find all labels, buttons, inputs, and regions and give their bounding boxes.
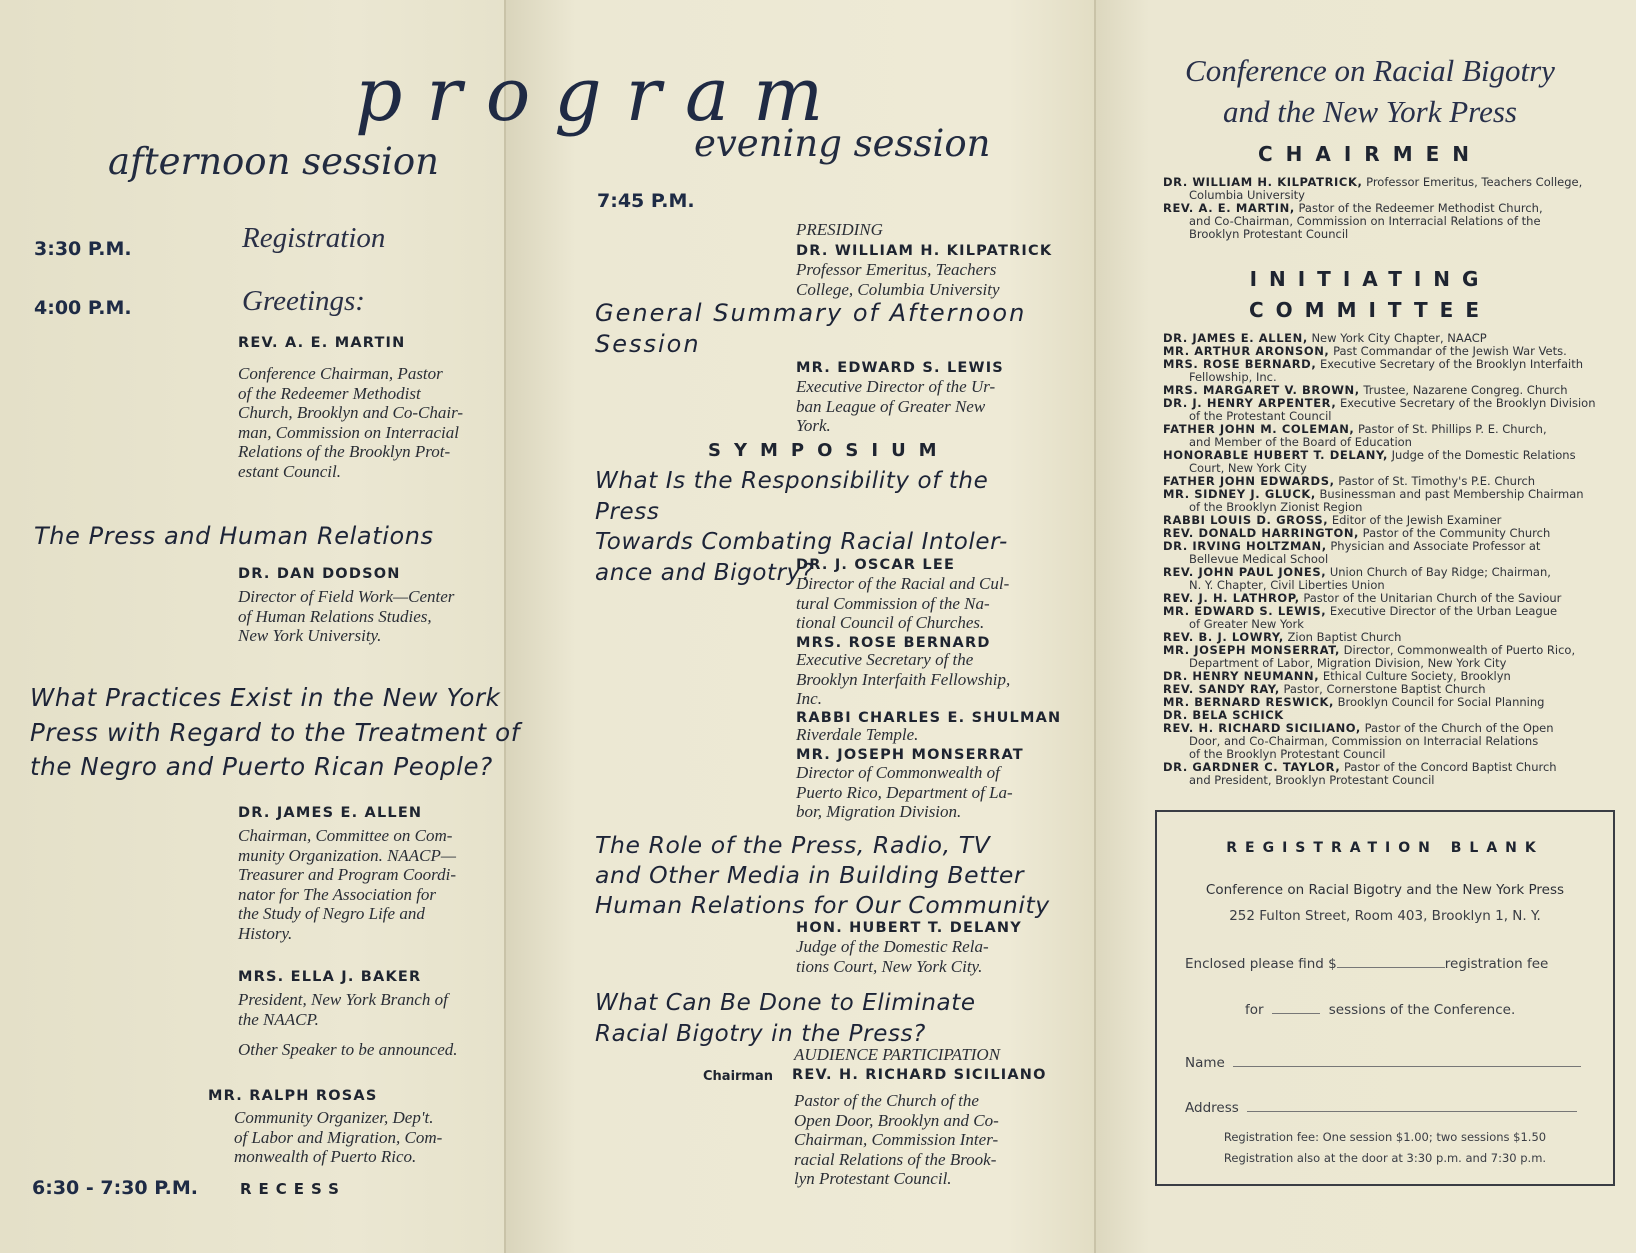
desc-line: of the Redeemer Methodist — [238, 383, 421, 403]
committee-member — [1163, 722, 1595, 761]
committee-member — [1163, 397, 1595, 423]
desc-line: Community Organizer, Dep't. — [234, 1108, 434, 1127]
member-description-continued: and Member of the Board of Education — [1189, 435, 1412, 449]
member-description: Pastor of the Church of the Open — [1364, 721, 1554, 735]
desc-line: Chairman, Committee on Com- — [238, 826, 453, 845]
desc-line: Judge of the Domestic Rela- — [796, 937, 989, 956]
member-description-continued: Court, New York City — [1189, 461, 1307, 475]
greetings-label: Greetings: — [242, 285, 365, 317]
member-description: Executive Secretary of the Brooklyn Division — [1339, 396, 1596, 410]
fold-line-left — [504, 0, 506, 1253]
registration-blank-box — [1155, 810, 1615, 1186]
chairman-entry: DR. WILLIAM H. KILPATRICK, Professor Emeritus, Teachers College, Columbia University — [1163, 175, 1583, 202]
presiding-label: PRESIDING — [796, 220, 883, 239]
member-name: REV. H. RICHARD SICILIANO, — [1163, 721, 1361, 735]
sessions-row — [1245, 1002, 1515, 1018]
desc-line: bor, Migration Division. — [796, 802, 962, 821]
member-description: Judge of the Domestic Relations — [1391, 448, 1576, 462]
committee-member — [1163, 358, 1595, 384]
topic-practices — [30, 681, 520, 785]
member-description: Past Commandar of the Jewish War Vets. — [1333, 344, 1567, 358]
registration-heading: REGISTRATION BLANK — [1226, 840, 1544, 856]
greetings-time: 4:00 P.M. — [34, 297, 132, 319]
delany-name: HON. HUBERT T. DELANY — [796, 920, 1022, 936]
member-name: REV. JOHN PAUL JONES, — [1163, 565, 1327, 579]
monserrat-description — [796, 763, 1049, 822]
desc-line: of Human Relations Studies, — [238, 606, 432, 626]
member-description: Union Church of Bay Ridge; Chairman, — [1329, 565, 1551, 579]
member-description-continued: of the Protestant Council — [1189, 409, 1332, 423]
afternoon-heading: afternoon session — [108, 140, 439, 183]
greeter-name: REV. A. E. MARTIN — [238, 335, 406, 351]
desc-line: President, New York Branch of — [238, 990, 448, 1009]
evening-heading: evening session — [694, 122, 991, 165]
fee-note: Registration fee: One session $1.00; two sessions $1.50 — [1223, 1130, 1547, 1144]
address-row — [1185, 1100, 1577, 1116]
desc-line: lyn Protestant Council. — [794, 1169, 952, 1188]
desc-line: Director of Commonwealth of — [796, 763, 1000, 782]
member-description: Pastor, Cornerstone Baptist Church — [1283, 682, 1486, 696]
member-description-continued: and President, Brooklyn Protestant Council — [1189, 773, 1435, 787]
desc-line: Director of the Racial and Cul- — [796, 574, 1010, 593]
desc-line: Professor Emeritus, Teachers — [796, 260, 997, 279]
enclosed-label: Enclosed please find $ — [1185, 956, 1337, 972]
chairman-label: Chairman — [703, 1069, 774, 1084]
member-name: MR. EDWARD S. LEWIS, — [1163, 604, 1327, 618]
symposium-heading: SYMPOSIUM — [708, 440, 950, 461]
member-description: Brooklyn Council for Social Planning — [1337, 695, 1545, 709]
presiding-name: DR. WILLIAM H. KILPATRICK — [796, 243, 1053, 259]
registration-org: Conference on Racial Bigotry and the New York Press — [1205, 882, 1565, 898]
desc-line: Conference Chairman, Pastor — [238, 364, 443, 383]
desc-line: Open Door, Brooklyn and Co- — [794, 1110, 999, 1130]
member-name: FATHER JOHN EDWARDS, — [1163, 474, 1335, 488]
member-description: Trustee, Nazarene Congreg. Church — [1363, 383, 1568, 397]
desc-line: Executive Director of the Ur- — [796, 377, 996, 396]
committee-member — [1163, 605, 1595, 631]
member-description: Physician and Associate Professor at — [1330, 539, 1541, 553]
member-description-continued: N. Y. Chapter, Civil Liberties Union — [1189, 578, 1385, 592]
name-row — [1185, 1055, 1581, 1071]
topic-line: Human Relations for Our Community — [595, 891, 1050, 919]
registration-address: 252 Fulton Street, Room 403, Brooklyn 1, N. Y. — [1229, 908, 1541, 924]
topic-line: What Is the Responsibility of the Press — [595, 468, 989, 525]
heading-line: COMMITTEE — [1249, 298, 1491, 322]
fold-line-right — [1094, 0, 1096, 1253]
member-description-continued: Door, and Co-Chairman, Commission on Interracial Relations — [1189, 734, 1539, 748]
member-name: MR. ARTHUR ARONSON, — [1163, 344, 1330, 358]
program-title: program — [355, 52, 848, 138]
member-name: DR. BELA SCHICK — [1163, 708, 1284, 722]
desc-line: Executive Secretary of the — [796, 650, 974, 669]
for-label: for — [1245, 1002, 1264, 1018]
member-name: REV. J. H. LATHROP, — [1163, 591, 1300, 605]
committee-member — [1163, 644, 1595, 670]
shulman-description — [796, 725, 1049, 745]
desc-line: tional Council of Churches. — [796, 613, 985, 632]
desc-line: College, Columbia University — [796, 279, 1000, 299]
desc-line: Director of Field Work—Center — [238, 587, 455, 606]
member-description-continued: Bellevue Medical School — [1189, 552, 1329, 566]
member-description-continued: of the Brooklyn Zionist Region — [1189, 500, 1363, 514]
member-name: DR. JAMES E. ALLEN, — [1163, 331, 1308, 345]
shulman-name: RABBI CHARLES E. SHULMAN — [796, 710, 1062, 726]
topic-press-human-relations: The Press and Human Relations — [34, 522, 434, 550]
member-name: MR. SIDNEY J. GLUCK, — [1163, 487, 1316, 501]
desc-line: Riverdale Temple. — [796, 725, 919, 744]
member-name: REV. DONALD HARRINGTON, — [1163, 526, 1360, 540]
topic-general-summary — [595, 298, 1050, 360]
speaker-baker-description — [238, 990, 500, 1029]
member-name: RABBI LOUIS D. GROSS, — [1163, 513, 1329, 527]
topic-line: Towards Combating Racial Intoler- — [595, 529, 1008, 555]
name-field[interactable] — [1233, 1066, 1581, 1067]
chairman-entry: REV. A. E. MARTIN, Pastor of the Redeemer Methodist Church, and Co-Chairman, Commission on Interracial Relations of the Brooklyn Protestant Council — [1163, 201, 1543, 241]
presiding-description — [796, 260, 1049, 299]
committee-member — [1163, 449, 1595, 475]
member-description: New York City Chapter, NAACP — [1311, 331, 1487, 345]
topic-role-of-press — [595, 830, 1050, 920]
member-name: DR. HENRY NEUMANN, — [1163, 669, 1320, 683]
committee-member — [1163, 761, 1595, 787]
lewis-name: MR. EDWARD S. LEWIS — [796, 360, 1004, 376]
member-description: Pastor of the Community Church — [1362, 526, 1551, 540]
member-description: Pastor of the Concord Baptist Church — [1343, 760, 1557, 774]
committee-member — [1163, 540, 1595, 566]
member-description: Pastor of St. Timothy's P.E. Church — [1338, 474, 1536, 488]
fee-label: registration fee — [1444, 956, 1549, 972]
desc-line: Brooklyn Interfaith Fellowship, — [796, 669, 1011, 689]
committee-member — [1163, 566, 1595, 592]
desc-line: the Study of Negro Life and — [238, 904, 425, 923]
desc-line: man, Commission on Interracial — [238, 422, 459, 442]
evening-time: 7:45 P.M. — [597, 190, 695, 212]
sessions-label: sessions of the Conference. — [1328, 1002, 1516, 1018]
member-name: DR. GARDNER C. TAYLOR, — [1163, 760, 1341, 774]
member-description: Director, Commonwealth of Puerto Rico, — [1343, 643, 1576, 657]
member-description: Businessman and past Membership Chairman — [1319, 487, 1584, 501]
lee-description — [796, 574, 1049, 633]
speaker-allen-description — [238, 826, 500, 943]
fee-row — [1185, 956, 1548, 972]
heading-line: INITIATING — [1249, 267, 1491, 291]
desc-line: of Labor and Migration, Com- — [234, 1127, 443, 1147]
initiating-committee-heading — [1120, 264, 1620, 326]
member-name: DR. IRVING HOLTZMAN, — [1163, 539, 1327, 553]
registration-label: Registration — [242, 222, 386, 254]
desc-line: New York University. — [238, 626, 382, 645]
committee-list — [1163, 332, 1595, 787]
member-description: Editor of the Jewish Examiner — [1331, 513, 1502, 527]
member-description-continued: of the Brooklyn Protestant Council — [1189, 747, 1386, 761]
member-name: REV. SANDY RAY, — [1163, 682, 1280, 696]
topic-line: General Summary of Afternoon — [595, 299, 1027, 327]
chairmen-list — [1163, 176, 1582, 241]
speaker-dodson-description — [238, 587, 500, 646]
siciliano-name: REV. H. RICHARD SICILIANO — [792, 1067, 1047, 1083]
desc-line: Chairman, Commission Inter- — [794, 1130, 999, 1149]
member-description: Pastor of St. Phillips P. E. Church, — [1358, 422, 1547, 436]
recess-time: 6:30 - 7:30 P.M. — [32, 1177, 199, 1199]
sessions-count-field[interactable] — [1272, 1013, 1320, 1014]
member-name: REV. B. J. LOWRY, — [1163, 630, 1284, 644]
desc-line: estant Council. — [238, 461, 341, 481]
member-name: HONORABLE HUBERT T. DELANY, — [1163, 448, 1388, 462]
topic-line: Press with Regard to the Treatment of — [30, 717, 520, 747]
member-description: Ethical Culture Society, Brooklyn — [1322, 669, 1511, 683]
member-description-continued: Department of Labor, Migration Division, New York City — [1189, 656, 1507, 670]
desc-line: tions Court, New York City. — [796, 956, 983, 976]
desc-line: Inc. — [796, 689, 822, 708]
member-name: MRS. MARGARET V. BROWN, — [1163, 383, 1360, 397]
registration-time: 3:30 P.M. — [34, 238, 132, 260]
member-description: Pastor of the Unitarian Church of the Saviour — [1303, 591, 1562, 605]
chairmen-heading: CHAIRMEN — [1257, 142, 1483, 166]
member-description: Executive Director of the Urban League — [1329, 604, 1558, 618]
desc-line: Relations of the Brooklyn Prot- — [238, 442, 451, 461]
speaker-rosas-description — [234, 1108, 494, 1167]
conference-title-line: and the New York Press — [1223, 94, 1517, 129]
address-field[interactable] — [1247, 1111, 1577, 1112]
committee-member — [1163, 488, 1595, 514]
topic-eliminate-bigotry — [595, 988, 1050, 1050]
member-name: MRS. ROSE BERNARD, — [1163, 357, 1317, 371]
siciliano-description — [794, 1091, 1049, 1189]
conference-title-line: Conference on Racial Bigotry — [1185, 53, 1555, 88]
topic-line: the Negro and Puerto Rican People? — [30, 752, 493, 781]
topic-line: What Can Be Done to Eliminate — [595, 990, 976, 1016]
greeter-description — [238, 364, 500, 481]
topic-line: and Other Media in Building Better — [595, 861, 1025, 889]
address-label: Address — [1185, 1100, 1239, 1116]
desc-line: Puerto Rico, Department of La- — [796, 782, 1013, 802]
desc-line: York. — [796, 416, 831, 435]
topic-line: Racial Bigotry in the Press? — [595, 1021, 926, 1047]
door-note: Registration also at the door at 3:30 p.m. and 7:30 p.m. — [1223, 1151, 1547, 1165]
member-name: DR. J. HENRY ARPENTER, — [1163, 396, 1337, 410]
desc-line: nator for The Association for — [238, 884, 437, 904]
desc-line: the NAACP. — [238, 1009, 319, 1029]
topic-line: The Role of the Press, Radio, TV — [595, 831, 991, 859]
speaker-baker-name: MRS. ELLA J. BAKER — [238, 969, 422, 985]
desc-line: racial Relations of the Brook- — [794, 1149, 997, 1169]
topic-line: What Practices Exist in the New York — [30, 683, 501, 712]
desc-line: ban League of Greater New — [796, 396, 986, 416]
lewis-description — [796, 377, 1049, 436]
lee-name: DR. J. OSCAR LEE — [796, 557, 956, 573]
desc-line: Church, Brooklyn and Co-Chair- — [238, 403, 464, 422]
member-name: FATHER JOHN M. COLEMAN, — [1163, 422, 1355, 436]
monserrat-name: MR. JOSEPH MONSERRAT — [796, 747, 1024, 763]
desc-line: tural Commission of the Na- — [796, 593, 990, 613]
speaker-rosas-name: MR. RALPH ROSAS — [208, 1088, 378, 1104]
name-label: Name — [1185, 1055, 1225, 1071]
fee-amount-field[interactable] — [1337, 967, 1445, 968]
committee-member — [1163, 423, 1595, 449]
speaker-allen-name: DR. JAMES E. ALLEN — [238, 805, 423, 821]
member-description: Executive Secretary of the Brooklyn Interfaith — [1319, 357, 1583, 371]
speaker-dodson-name: DR. DAN DODSON — [238, 566, 401, 582]
bernard-description — [796, 650, 1049, 709]
topic-line: Session — [595, 330, 701, 358]
topic-line: ance and Bigotry? — [595, 559, 814, 586]
bernard-name: MRS. ROSE BERNARD — [796, 635, 991, 651]
delany-description — [796, 937, 1049, 976]
desc-line: History. — [238, 923, 293, 943]
desc-line: munity Organization. NAACP— — [238, 845, 457, 865]
conference-title — [1120, 50, 1620, 132]
desc-line: Treasurer and Program Coordi- — [238, 865, 457, 884]
other-speaker-note: Other Speaker to be announced. — [238, 1040, 458, 1059]
recess-label: RECESS — [240, 1180, 346, 1198]
member-description-continued: of Greater New York — [1189, 617, 1304, 631]
member-description: Zion Baptist Church — [1287, 630, 1402, 644]
member-name: MR. BERNARD RESWICK, — [1163, 695, 1334, 709]
member-name: MR. JOSEPH MONSERRAT, — [1163, 643, 1341, 657]
member-description-continued: Fellowship, Inc. — [1189, 370, 1277, 384]
audience-participation: AUDIENCE PARTICIPATION — [794, 1045, 1001, 1064]
desc-line: monwealth of Puerto Rico. — [234, 1147, 417, 1166]
desc-line: Pastor of the Church of the — [794, 1091, 979, 1110]
